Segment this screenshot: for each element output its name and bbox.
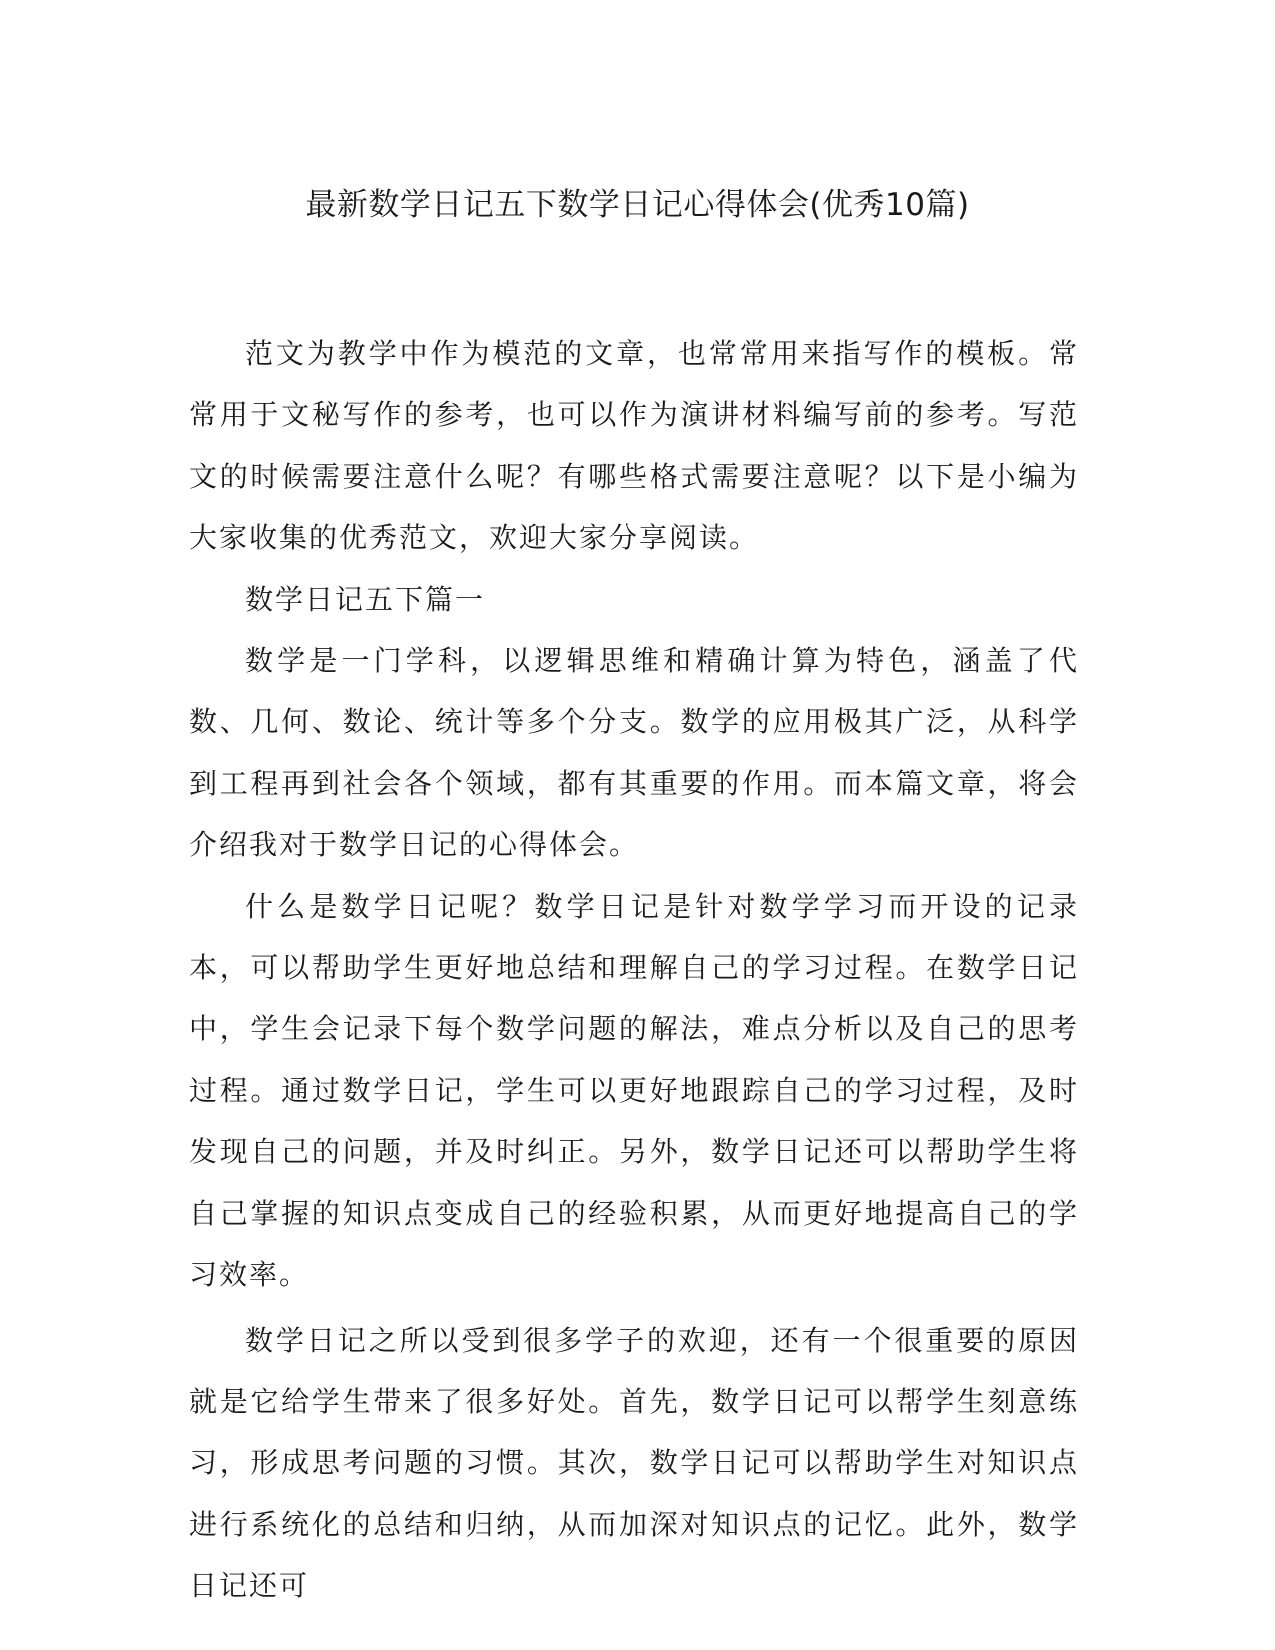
body-paragraph: 数学日记之所以受到很多学子的欢迎，还有一个很重要的原因就是它给学生带来了很多好处。首先，数学日记可以帮学生刻意练习，形成思考问题的习惯。其次，数学日记可以帮助学生对知识点进行系统化的总结和归纳，从而加深对知识点的记忆。此外，数学日记还可 [189, 1323, 1079, 1603]
intro-paragraph: 范文为教学中作为模范的文章，也常常用来指写作的模板。常常用于文秘写作的参考，也可以作为演讲材料编写前的参考。写范文的时候需要注意什么呢？有哪些格式需要注意呢？以下是小编为大家收集的优秀范文，欢迎大家分享阅读。 [189, 337, 1079, 555]
document-body [189, 323, 1079, 1617]
body-paragraph: 数学是一门学科，以逻辑思维和精确计算为特色，涵盖了代数、几何、数论、统计等多个分支。数学的应用极其广泛，从科学到工程再到社会各个领域，都有其重要的作用。而本篇文章，将会介绍我对于数学日记的心得体会。 [189, 644, 1079, 862]
section-heading: 数学日记五下篇一 [245, 582, 486, 616]
body-paragraph: 什么是数学日记呢？数学日记是针对数学学习而开设的记录本，可以帮助学生更好地总结和理解自己的学习过程。在数学日记中，学生会记录下每个数学问题的解法，难点分析以及自己的思考过程。通过数学日记，学生可以更好地跟踪自己的学习过程，及时发现自己的问题，并及时纠正。另外，数学日记还可以帮助学生将自己掌握的知识点变成自己的经验积累，从而更好地提高自己的学习效率。 [189, 889, 1079, 1292]
document-title: 最新数学日记五下数学日记心得体会(优秀10篇) [305, 187, 970, 223]
